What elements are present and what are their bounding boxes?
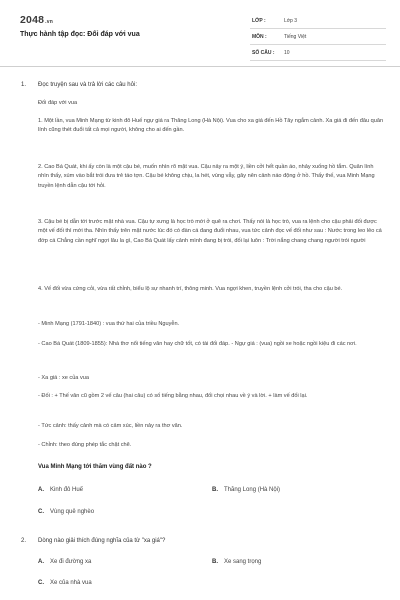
option-text: Vùng quê nghèo — [50, 509, 95, 515]
answer-option-a[interactable] — [38, 487, 83, 493]
info-row-class — [250, 13, 386, 29]
info-value: 10 — [284, 50, 290, 56]
option-text: Thăng Long (Hà Nội) — [224, 487, 281, 493]
story-paragraph: 3. Cậu bé bị dẫn tới trước mặt nhà vua. Cậu tự xưng là học trò mới ở quê ra chơi. Thấy nói là học trò, vua ra lệnh cho cậu phải đối được một vế đối thì mới tha. Nhìn thấy trên mặt nước lúc đó có đàn cá đang đuổi nhau, vua tức cảnh đọc vế đối như sau : Nước trong leo lẻo cá đớp cá Chẳng cần nghĩ ngợi lâu la gì, Cao Bá Quát lấy cảnh mình đang bị trói, đối lại luôn : Trời nắng chang chang người trói người — [38, 219, 382, 244]
question-number: 1. — [21, 82, 27, 88]
info-row-count — [250, 45, 386, 61]
answer-option-a[interactable] — [38, 559, 91, 565]
glossary-item: - Tức cảnh: thấy cảnh mà có cảm xúc, liền nảy ra thơ văn. — [38, 423, 183, 429]
option-label: A. — [38, 559, 44, 565]
info-key: MÔN : — [252, 34, 267, 40]
info-value: Lớp 3 — [284, 18, 298, 24]
info-value: Tiếng Việt — [284, 34, 307, 40]
option-label: A. — [38, 487, 44, 493]
option-label: B. — [212, 487, 218, 493]
question-stem: Vua Minh Mạng tới thăm vùng đất nào ? — [38, 464, 152, 470]
option-label: C. — [38, 509, 44, 515]
question-instruction: Đọc truyện sau và trả lời các câu hỏi: — [38, 82, 137, 88]
answer-option-b[interactable] — [212, 487, 280, 493]
option-text: Xe của nhà vua — [50, 580, 92, 586]
glossary-item: - Đối : + Thế vân cũ gồm 2 vế câu (hai câu) có số tiếng bằng nhau, đối chọi nhau về ý và lời. + làm vế đối lại. — [38, 393, 308, 399]
glossary-item: - Minh Mạng (1791-1840) : vua thứ hai của triều Nguyễn. — [38, 321, 180, 327]
option-text: Kinh đô Huế — [50, 487, 84, 493]
logo-tld-text: .vn — [45, 19, 53, 25]
story-paragraph: 4. Vế đối vừa cứng cỏi, vừa rất chỉnh, biểu lộ sự nhanh trí, thông minh. Vua ngợi khen, truyền lệnh cởi trói, tha cho cậu bé. — [38, 286, 343, 292]
glossary-item: - Chỉnh: theo đúng phép tắc chặt chẽ. — [38, 442, 132, 448]
answer-option-c[interactable] — [38, 509, 94, 515]
option-label: C. — [38, 580, 44, 586]
story-paragraph: 1. Một lần, vua Minh Mạng từ kinh đô Huế ngự giá ra Thăng Long (Hà Nội). Vua cho xa giá đến Hồ Tây ngắm cảnh. Xa giá đi đến đâu quân lính cũng thét đuổi tất cả mọi người, không cho ai đến gần. — [38, 118, 384, 134]
question-number: 2. — [21, 538, 27, 544]
option-text: Xe đi đường xa — [50, 559, 92, 565]
logo-main-text: 2048 — [20, 14, 45, 26]
question-stem: Dòng nào giải thích đúng nghĩa của từ "xa giá"? — [38, 538, 166, 544]
option-text: Xe sang trọng — [224, 559, 262, 565]
worksheet-header — [0, 0, 400, 67]
header-divider — [0, 66, 400, 67]
worksheet-title: Thực hành tập đọc: Đối đáp với vua — [20, 31, 140, 38]
story-paragraph: 2. Cao Bá Quát, khi ấy còn là một cậu bé, muốn nhìn rõ mặt vua. Cậu nảy ra một ý, liền cởi hết quần áo, nhảy xuống hồ tắm. Quân lính nhìn thấy, xúm vào bắt trói đưa trẻ táo tợn. Cậu bé không chịu, la hét, vùng vẫy, gây nên cảnh náo động ở hồ. Thấy thế, vua Minh Mạng truyền lệnh dẫn cậu tới hỏi. — [38, 164, 375, 189]
answer-option-b[interactable] — [212, 559, 261, 565]
info-key: SỐ CÂU : — [252, 50, 275, 56]
info-table — [250, 13, 386, 61]
answer-option-c[interactable] — [38, 580, 92, 586]
story-title: Đối đáp với vua — [38, 100, 78, 106]
site-logo[interactable] — [20, 14, 53, 26]
info-key: LỚP : — [252, 18, 266, 24]
glossary-item: - Cao Bá Quát (1809-1855): Nhà thơ nổi tiếng văn hay chữ tốt, có tài đối đáp. - Ngự giá : (vua) ngồi xe hoặc ngồi kiệu đi các nơi. — [38, 341, 357, 347]
glossary-item: - Xa giá : xe của vua — [38, 375, 89, 381]
info-row-subject — [250, 29, 386, 45]
option-label: B. — [212, 559, 218, 565]
